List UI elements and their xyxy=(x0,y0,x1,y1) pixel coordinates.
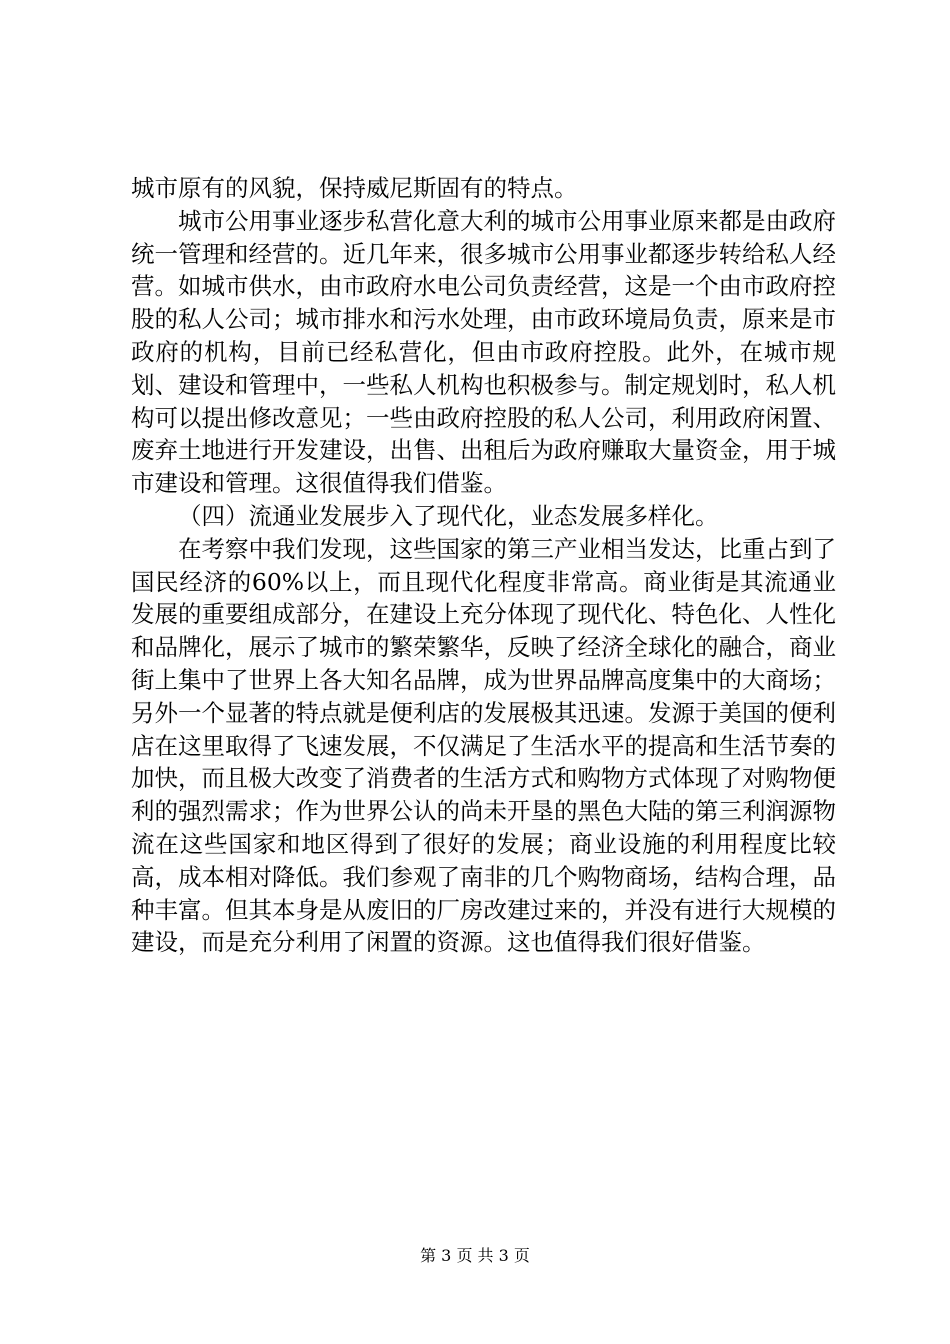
paragraph-3-heading: （四）流通业发展步入了现代化，业态发展多样化。 xyxy=(178,501,719,530)
paragraph-1: 城市原有的风貌，保持威尼斯固有的特点。 xyxy=(131,174,578,202)
document-body xyxy=(131,172,836,959)
paragraph-2: 城市公用事业逐步私营化意大利的城市公用事业原来都是由政府统一管理和经营的。近几年来，很多城市公用事业都逐步转给私人经营。如城市供水，由市政府水电公司负责经营，这是一个由市政府控股的私人公司；城市排水和污水处理，由市政环境局负责，原来是市政府的机构，目前已经私营化，但由市政府控股。此外，在城市规划、建设和管理中，一些私人机构也积极参与。制定规划时，私人机构可以提出修改意见；一些由政府控股的私人公司，利用政府闲置、废弃土地进行开发建设，出售、出租后为政府赚取大量资金，用于城市建设和管理。这很值得我们借鉴。 xyxy=(131,206,836,498)
paragraph-4: 在考察中我们发现，这些国家的第三产业相当发达，比重占到了国民经济的60%以上，而且现代化程度非常高。商业街是其流通业发展的重要组成部分，在建设上充分体现了现代化、特色化、人性化和品牌化，展示了城市的繁荣繁华，反映了经济全球化的融合，商业街上集中了世界上各大知名品牌，成为世界品牌高度集中的大商场；另外一个显著的特点就是便利店的发展极其迅速。发源于美国的便利店在这里取得了飞速发展，不仅满足了生活水平的提高和生活节奏的加快，而且极大改变了消费者的生活方式和购物方式体现了对购物便利的强烈需求；作为世界公认的尚未开垦的黑色大陆的第三利润源物流在这些国家和地区得到了很好的发展；商业设施的利用程度比较高，成本相对降低。我们参观了南非的几个购物商场，结构合理，品种丰富。但其本身是从废旧的厂房改建过来的，并没有进行大规模的建设，而是充分利用了闲置的资源。这也值得我们很好借鉴。 xyxy=(131,534,836,957)
page-footer: 第 3 页 共 3 页 xyxy=(420,1246,530,1265)
